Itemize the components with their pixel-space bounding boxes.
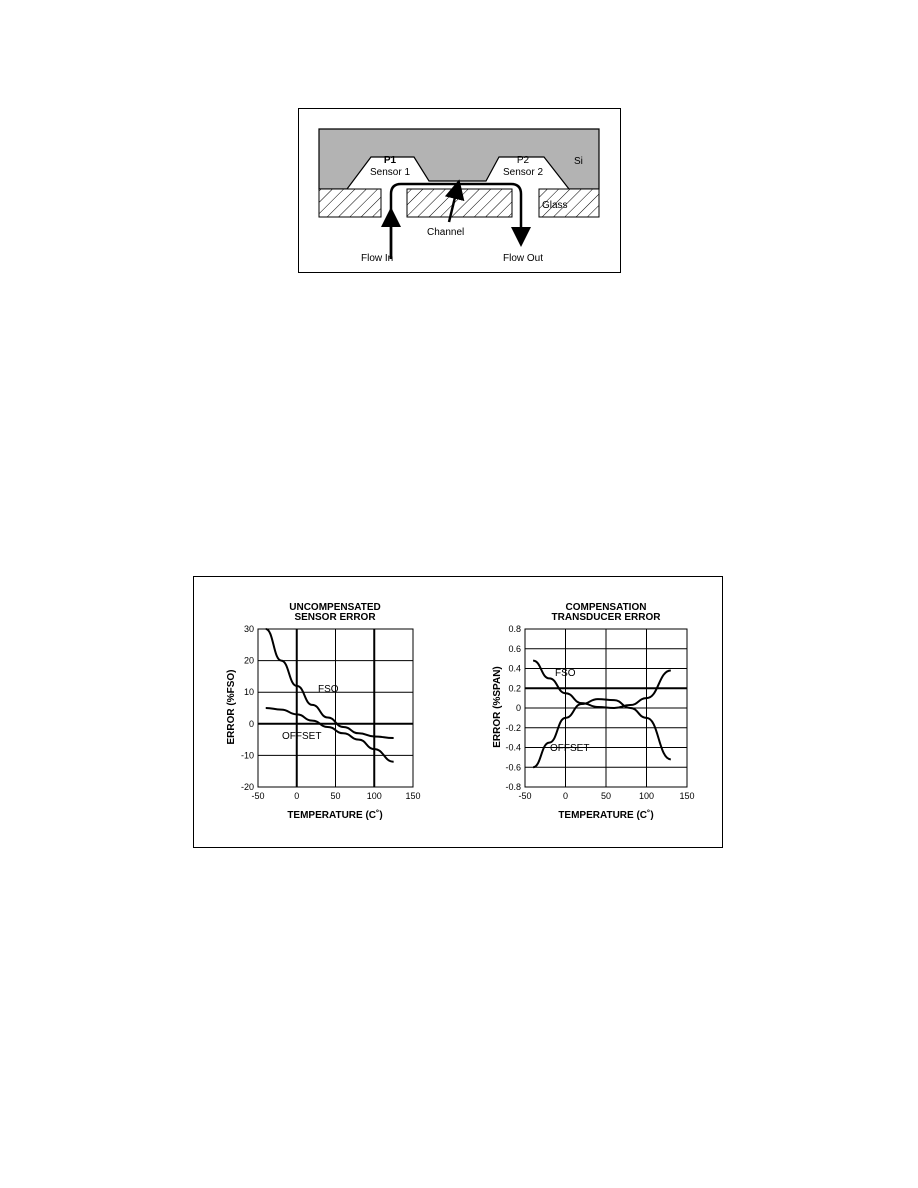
error-charts-figure (193, 576, 723, 848)
x-tick-label: 100 (638, 791, 655, 801)
series-line-fso (533, 661, 671, 708)
x-tick-label: 100 (366, 791, 382, 801)
x-tick-label: 150 (679, 791, 695, 801)
flow-sensor-svg (299, 109, 622, 274)
flow-out-label: Flow Out (503, 253, 544, 264)
y-tick-label: 10 (243, 687, 254, 698)
chart2-title-line1: COMPENSATION (565, 602, 647, 613)
y-tick-label: -10 (240, 750, 254, 761)
y-tick-label: -0.6 (505, 762, 521, 773)
x-tick-label: 50 (330, 791, 341, 801)
glass-label: Glass (542, 200, 568, 211)
p1-label: P1 (383, 155, 397, 166)
chart2-xlabel: TEMPERATURE (C˚) (558, 810, 654, 821)
chart1-ylabel: ERROR (%FSO) (226, 669, 237, 745)
compensation-chart (492, 602, 695, 821)
x-tick-label: -50 (518, 791, 532, 801)
x-tick-label: 150 (405, 791, 421, 801)
y-tick-label: 0 (515, 703, 521, 713)
x-tick-label: 0 (294, 791, 300, 801)
y-tick-label: -0.4 (505, 742, 521, 753)
glass-segment-left (319, 189, 381, 217)
series-line-offset (533, 699, 671, 767)
si-label: Si (574, 156, 583, 167)
series-label-fso: FSO (318, 684, 339, 695)
x-tick-label: -50 (251, 791, 265, 801)
glass-segment-center (407, 189, 512, 217)
chart2-title-line2: TRANSDUCER ERROR (551, 612, 661, 623)
y-tick-label: 0.4 (508, 663, 521, 674)
y-tick-label: 0 (248, 718, 254, 729)
chart1-title-line1: UNCOMPENSATED (289, 602, 381, 613)
channel-label: Channel (427, 227, 465, 238)
chart1-xlabel: TEMPERATURE (C˚) (287, 810, 383, 821)
y-tick-label: -20 (240, 782, 254, 792)
y-tick-label: 0.8 (508, 624, 521, 634)
chart2-ylabel: ERROR (%SPAN) (492, 666, 503, 748)
y-tick-label: -0.8 (505, 782, 521, 792)
flow-in-label: Flow In (361, 253, 394, 264)
error-charts-svg (194, 577, 724, 849)
flow-sensor-diagram (298, 108, 621, 273)
silicon-layer (319, 129, 599, 189)
x-tick-label: 0 (562, 791, 569, 801)
y-tick-label: -0.2 (505, 722, 521, 733)
x-tick-label: 50 (600, 791, 612, 801)
y-tick-label: 0.2 (508, 683, 521, 694)
series-label-offset: OFFSET (282, 731, 322, 742)
y-tick-label: 0.6 (508, 643, 521, 654)
series-label-fso: FSO (555, 668, 576, 679)
chart1-title-line2: SENSOR ERROR (294, 612, 376, 623)
p2-label: P2 (516, 155, 530, 166)
sensor1-label: Sensor 1 (369, 167, 411, 178)
series-label-offset: OFFSET (550, 743, 590, 754)
y-tick-label: 30 (243, 624, 254, 634)
sensor2-label: Sensor 2 (502, 167, 544, 178)
y-tick-label: 20 (243, 655, 254, 666)
uncompensated-chart (226, 602, 421, 821)
